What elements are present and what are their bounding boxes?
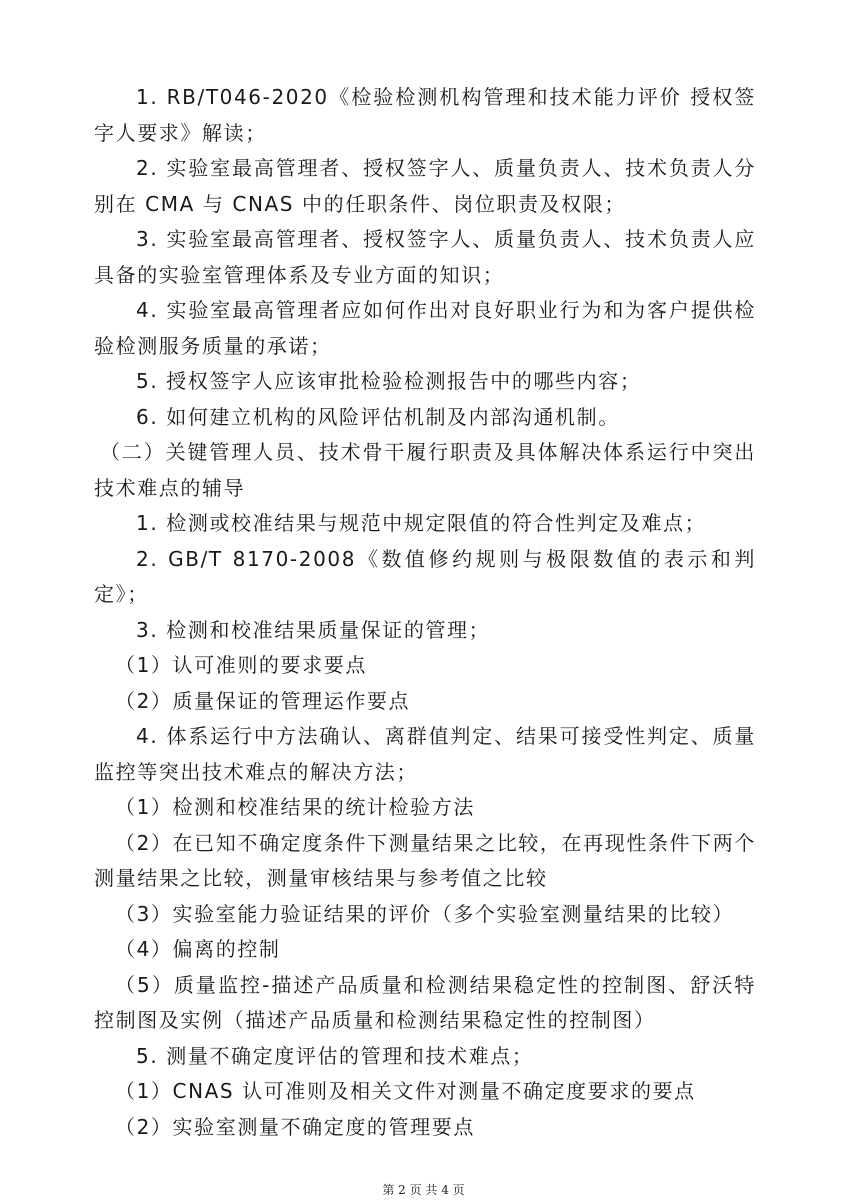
paragraph-7: 1. 检测或校准结果与规范中规定限值的符合性判定及难点； <box>136 511 707 535</box>
paragraph-2: 2. 实验室最高管理者、授权签字人、质量负责人、技术负责人分别在 CMA 与 CNAS 中的任职条件、岗位职责及权限； <box>94 156 756 216</box>
sub-item-1: （1）认可准则的要求要点 <box>115 653 367 677</box>
sub-item-4: （2）在已知不确定度条件下测量结果之比较，在再现性条件下两个测量结果之比较，测量审核结果与参考值之比较 <box>94 830 756 890</box>
paragraph-11: 5. 测量不确定度评估的管理和技术难点； <box>136 1043 534 1068</box>
sub-item-7: （5）质量监控-描述产品质量和检测结果稳定性的控制图、舒沃特控制图及实例（描述产品质量和检测结果稳定性的控制图） <box>94 972 756 1032</box>
sub-item-2: （2）质量保证的管理运作要点 <box>115 688 411 713</box>
sub-item-5: （3）实验室能力验证结果的评价（多个实验室测量结果的比较） <box>115 901 735 926</box>
paragraph-6: 6. 如何建立机构的风险评估机制及内部沟通机制。 <box>136 404 620 429</box>
paragraph-1: 1. RB/T046-2020《检验检测机构管理和技术能力评价 授权签字人要求》解读； <box>94 85 756 145</box>
paragraph-5: 5. 授权签字人应该审批检验检测报告中的哪些内容； <box>136 369 642 393</box>
sub-item-8: （1）CNAS 认可准则及相关文件对测量不确定度要求的要点 <box>115 1079 696 1103</box>
paragraph-4: 4. 实验室最高管理者应如何作出对良好职业行为和为客户提供检验检测服务质量的承诺； <box>94 298 756 358</box>
sub-item-6: （4）偏离的控制 <box>115 937 281 961</box>
document-body <box>94 80 756 1145</box>
paragraph-3: 3. 实验室最高管理者、授权签字人、质量负责人、技术负责人应具备的实验室管理体系及专业方面的知识； <box>94 227 756 287</box>
sub-item-9: （2）实验室测量不确定度的管理要点 <box>115 1114 475 1139</box>
paragraph-8: 2. GB/T 8170-2008《数值修约规则与极限数值的表示和判定》； <box>94 546 756 606</box>
paragraph-9: 3. 检测和校准结果质量保证的管理； <box>136 617 491 642</box>
sub-item-3: （1）检测和校准结果的统计检验方法 <box>115 795 475 819</box>
paragraph-10: 4. 体系运行中方法确认、离群值判定、结果可接受性判定、质量监控等突出技术难点的解决方法； <box>94 724 756 784</box>
page-footer: 第 2 页 共 4 页 <box>382 1183 465 1197</box>
section-heading-2: （二）关键管理人员、技术骨干履行职责及具体解决体系运行中突出技术难点的辅导 <box>94 440 756 500</box>
